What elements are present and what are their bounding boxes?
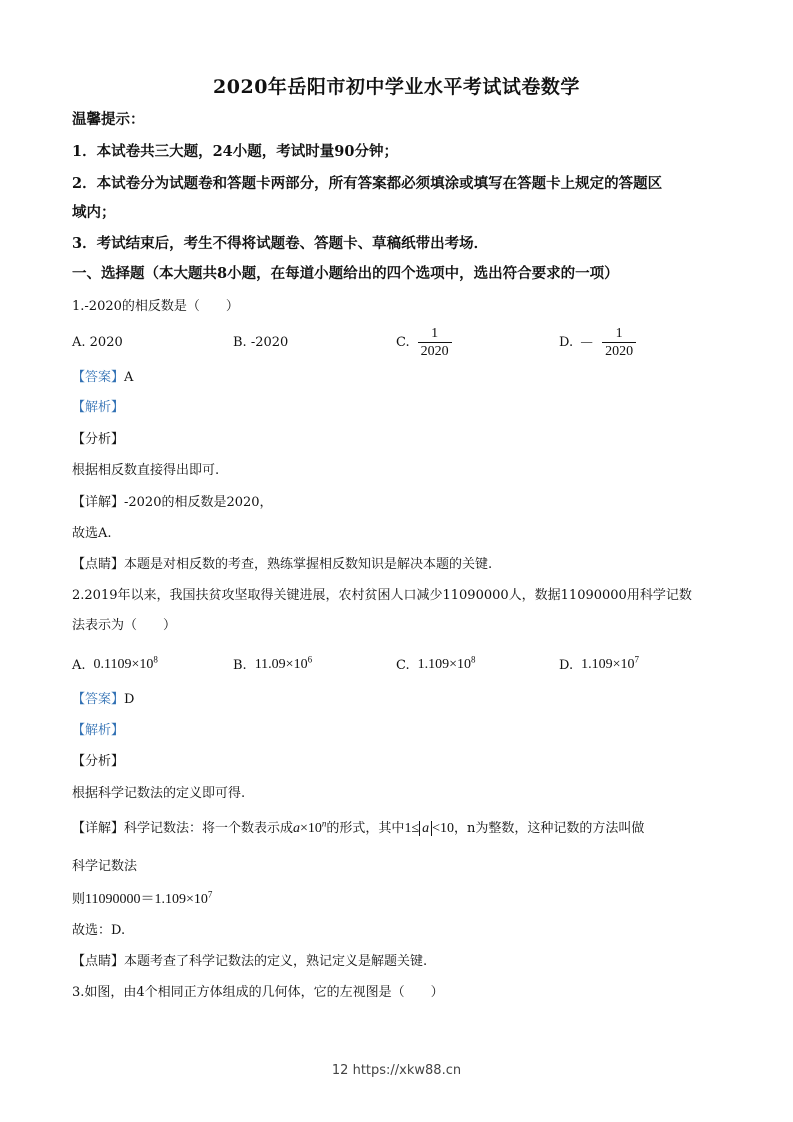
q1-option-c-fraction [418,325,452,360]
expr-base: 1.109×10 [581,657,635,672]
ineq-right: <10 [432,821,455,836]
q2-option-d-label: D. [559,657,574,673]
expr-exponent: 6 [307,654,313,665]
fraction-numerator: 1 [431,325,439,341]
q2-options [72,645,722,685]
notice-item-3: 3．考试结束后，考生不得将试题卷、答题卡、草稿纸带出考场． [72,235,489,252]
abs-a: a [419,821,432,836]
q2-option-c-expr [417,654,476,673]
q3-stem: 3.如图，由4个相同正方体组成的几何体，它的左视图是（ ） [72,985,444,1000]
q1-option-a: A. 2020 [72,334,123,350]
q2-then [72,890,721,910]
section-heading: 一、选择题（本大题共8小题，在每道小题给出的四个选项中，选出符合要求的一项） [72,265,619,282]
answer-value: A [124,370,134,385]
q2-option-b-label: B. [233,657,247,673]
answer-tag: 【答案】 [72,692,125,707]
q1-option-d-label: D. [559,334,574,350]
q1-stem: 1.-2020的相反数是（ ） [72,299,239,314]
exp-n: n [321,818,327,829]
q1-analysis-tag: 【解析】 [72,400,125,415]
q1-answer [72,368,721,388]
q2-detail [72,819,721,839]
detail-text: 【详解】科学记数法：将一个数表示成 [72,821,294,836]
q1-detail: 【详解】-2020的相反数是2020， [72,495,273,510]
expr-exponent: 8 [153,654,158,665]
q2-option-a [72,645,158,685]
q1-choose: 故选A. [72,526,112,541]
detail-text: 的形式，其中 [326,821,405,836]
q2-option-c [396,645,476,685]
q2-choose: 故选：D. [72,923,126,938]
ineq-left: 1≤ [404,821,420,836]
q1-option-c [396,322,452,362]
q2-detail-2: 科学记数法 [72,859,138,874]
notice-item-2-cont: 域内； [72,204,116,221]
notice-item-1: 1．本试卷共三大题，24小题，考试时量90分钟； [72,143,398,160]
q2-option-a-label: A. [72,657,86,673]
q1-fenxi-text: 根据相反数直接得出即可. [72,463,220,478]
q2-comment: 【点睛】本题考查了科学记数法的定义，熟记定义是解题关键. [72,954,428,969]
q2-fenxi: 【分析】 [72,754,125,769]
q2-option-b [233,645,312,685]
fraction-denominator: 2020 [605,343,634,359]
q2-option-a-expr [93,654,158,673]
q2-answer [72,690,721,710]
q2-stem-2: 法表示为（ ） [72,618,177,633]
detail-expr [293,818,327,836]
expr-exponent: 8 [471,654,476,665]
q2-stem-1: 2.2019年以来，我国扶贫攻坚取得关键进展，农村贫困人口减少11090000人，数据11090000用科学记数 [72,588,692,603]
q2-option-d-expr [581,654,639,673]
page-title: 2020年岳阳市初中学业水平考试试卷数学 [213,76,580,98]
expr-exponent: 7 [634,654,639,665]
times-ten: ×10 [300,821,322,836]
q1-options [72,322,722,362]
q1-option-d [559,322,636,362]
notice-heading: 温馨提示： [72,111,145,128]
minus-sign: － [579,333,595,352]
fraction-numerator: 1 [615,325,623,341]
q1-fenxi: 【分析】 [72,432,125,447]
q2-analysis-tag: 【解析】 [72,723,125,738]
var-a: a [293,821,301,836]
q1-option-d-fraction [602,325,636,360]
then-expr [85,889,213,907]
expr-base: 0.1109×10 [93,657,154,672]
q2-option-b-expr [254,654,313,673]
detail-inequality [404,821,454,836]
q1-option-c-label: C. [396,334,410,350]
answer-value: D [124,692,135,707]
fraction-denominator: 2020 [420,343,449,359]
q1-option-b: B. -2020 [233,334,289,350]
then-label: 则 [72,892,86,907]
q2-option-c-label: C. [396,657,410,673]
expr-base: 11.09×10 [254,657,308,672]
q2-option-d [559,645,639,685]
q2-fenxi-text: 根据科学记数法的定义即可得. [72,786,246,801]
expr-base: 11090000＝1.109×10 [85,892,208,907]
answer-tag: 【答案】 [72,370,125,385]
page-footer: 12 https://xkw88.cn [331,1063,462,1078]
expr-base: 1.109×10 [417,657,472,672]
notice-item-2: 2．本试卷分为试题卷和答题卡两部分，所有答案都必须填涂或填写在答题卡上规定的答题区 [72,175,663,192]
expr-exponent: 7 [207,889,213,900]
detail-text: ，n为整数，这种记数的方法叫做 [454,821,645,836]
q1-comment: 【点睛】本题是对相反数的考查，熟练掌握相反数知识是解决本题的关键. [72,557,493,572]
